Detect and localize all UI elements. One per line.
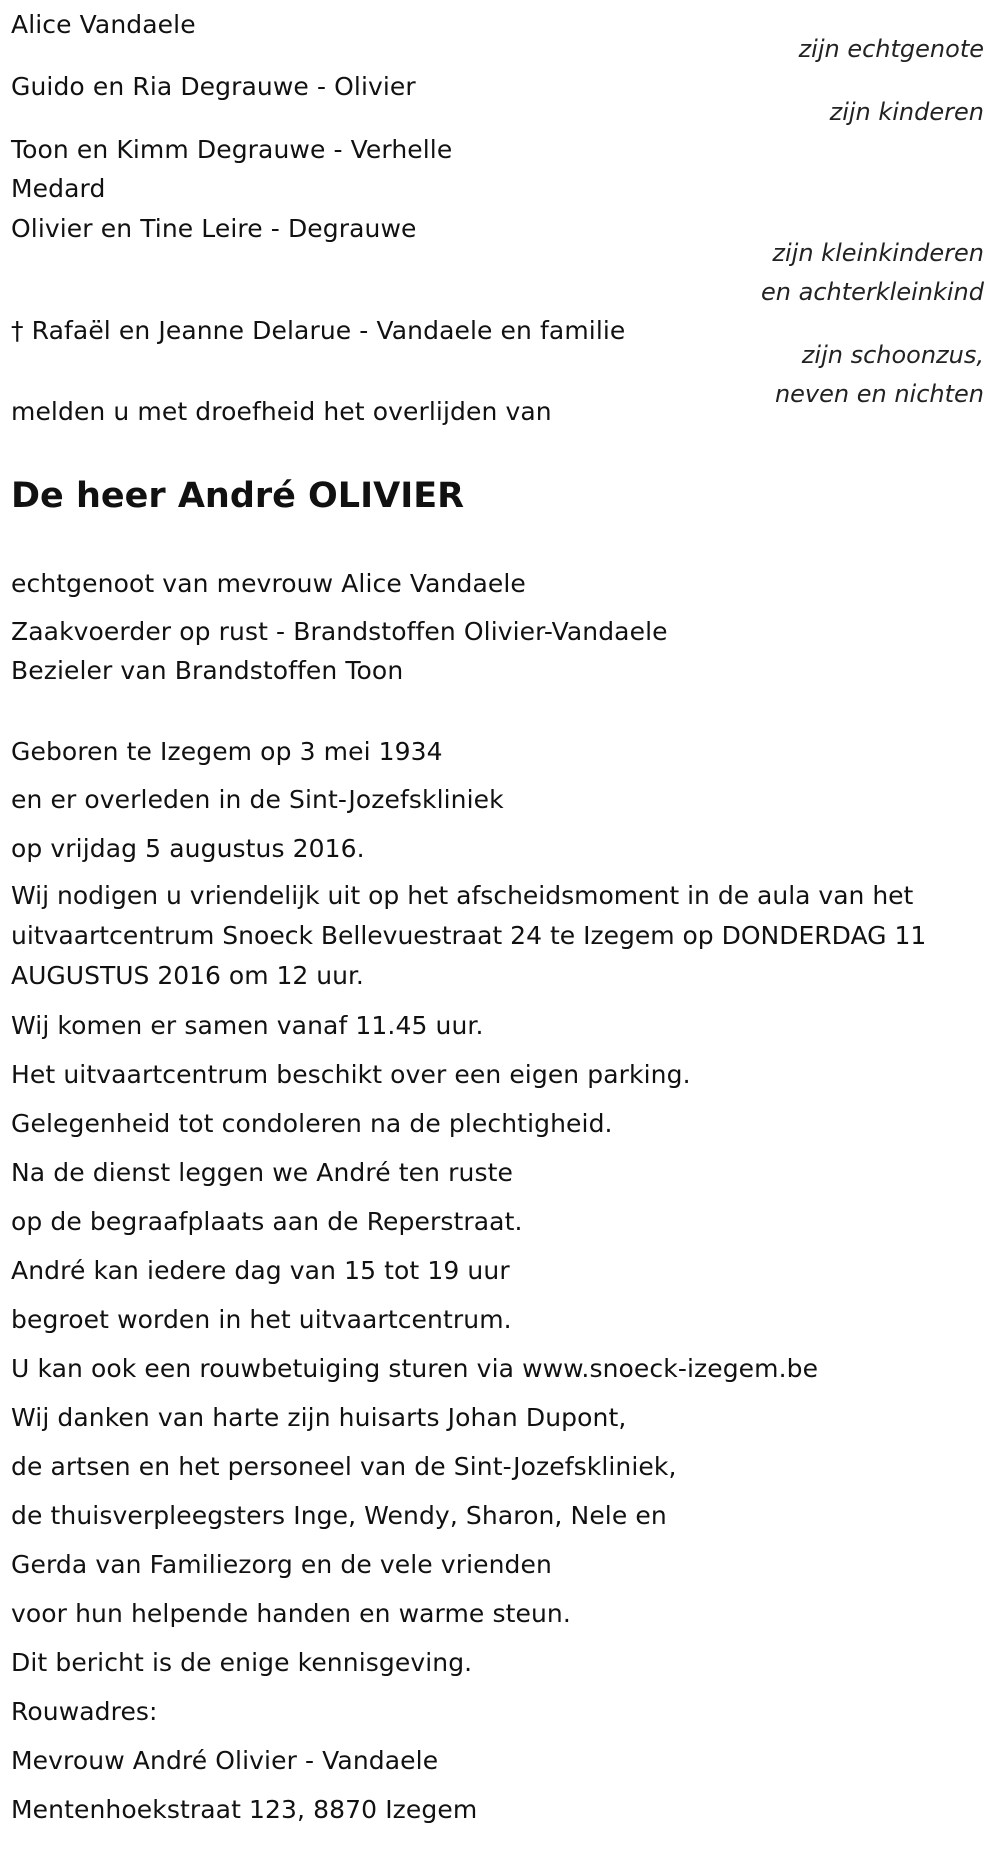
- thanks-line-1: Wij danken van harte zijn huisarts Johan Dupont,: [11, 1403, 627, 1432]
- role-line-2: Bezieler van Brandstoffen Toon: [11, 656, 404, 685]
- role-line-1: Zaakvoerder op rust - Brandstoffen Olivier-Vandaele: [11, 617, 668, 646]
- address-street: Mentenhoekstraat 123, 8870 Izegem: [11, 1795, 478, 1824]
- invite-paragraph: Wij nodigen u vriendelijk uit op het afscheidsmoment in de aula van het uitvaartcentrum Snoeck Bellevuestraat 24 te Izegem op DONDERDAG 11 AUGUSTUS 2016 om 12 uur.: [11, 881, 927, 990]
- notice-line: Dit bericht is de enige kennisgeving.: [11, 1648, 473, 1677]
- deceased-title: De heer André OLIVIER: [11, 476, 465, 516]
- children-name: Guido en Ria Degrauwe - Olivier: [11, 72, 416, 101]
- burial-line-1: Na de dienst leggen we André ten ruste: [11, 1158, 513, 1187]
- thanks-line-2: de artsen en het personeel van de Sint-Jozefskliniek,: [11, 1452, 677, 1481]
- thanks-line-5: voor hun helpende handen en warme steun.: [11, 1599, 571, 1628]
- grandchildren-line-2: Medard: [11, 174, 106, 203]
- online-line: U kan ook een rouwbetuiging sturen via www.snoeck-izegem.be: [11, 1354, 819, 1383]
- children-role: zijn kinderen: [829, 98, 984, 126]
- spouse-name: Alice Vandaele: [11, 10, 196, 39]
- grandchildren-line-1: Toon en Kimm Degrauwe - Verhelle: [11, 135, 453, 164]
- grandchildren-role-1: zijn kleinkinderen: [772, 239, 984, 267]
- died-date-line: op vrijdag 5 augustus 2016.: [11, 834, 365, 863]
- born-line: Geboren te Izegem op 3 mei 1934: [11, 737, 443, 766]
- inlaws-role-2: neven en nichten: [774, 380, 984, 408]
- gather-line: Wij komen er samen vanaf 11.45 uur.: [11, 1011, 484, 1040]
- condolence-line: Gelegenheid tot condoleren na de plechtigheid.: [11, 1109, 613, 1138]
- burial-line-2: op de begraafplaats aan de Reperstraat.: [11, 1207, 523, 1236]
- grandchildren-line-3: Olivier en Tine Leire - Degrauwe: [11, 214, 417, 243]
- grandchildren-role-2: en achterkleinkind: [761, 278, 984, 306]
- inlaws-line: [11, 314, 625, 348]
- inlaws-name: Rafaël en Jeanne Delarue - Vandaele en familie: [31, 316, 626, 345]
- spouse-role: zijn echtgenote: [798, 35, 984, 63]
- inlaws-role-1: zijn schoonzus,: [801, 341, 984, 369]
- thanks-line-3: de thuisverpleegsters Inge, Wendy, Sharon, Nele en: [11, 1501, 667, 1530]
- address-label: Rouwadres:: [11, 1697, 158, 1726]
- parking-line: Het uitvaartcentrum beschikt over een eigen parking.: [11, 1060, 691, 1089]
- visit-line-2: begroet worden in het uitvaartcentrum.: [11, 1305, 512, 1334]
- address-name: Mevrouw André Olivier - Vandaele: [11, 1746, 439, 1775]
- spouse-of-line: echtgenoot van mevrouw Alice Vandaele: [11, 569, 526, 598]
- visit-line-1: André kan iedere dag van 15 tot 19 uur: [11, 1256, 510, 1285]
- cross-icon: †: [11, 316, 24, 345]
- died-place-line: en er overleden in de Sint-Jozefskliniek: [11, 785, 504, 814]
- thanks-line-4: Gerda van Familiezorg en de vele vrienden: [11, 1550, 552, 1579]
- announce-line: melden u met droefheid het overlijden van: [11, 397, 552, 426]
